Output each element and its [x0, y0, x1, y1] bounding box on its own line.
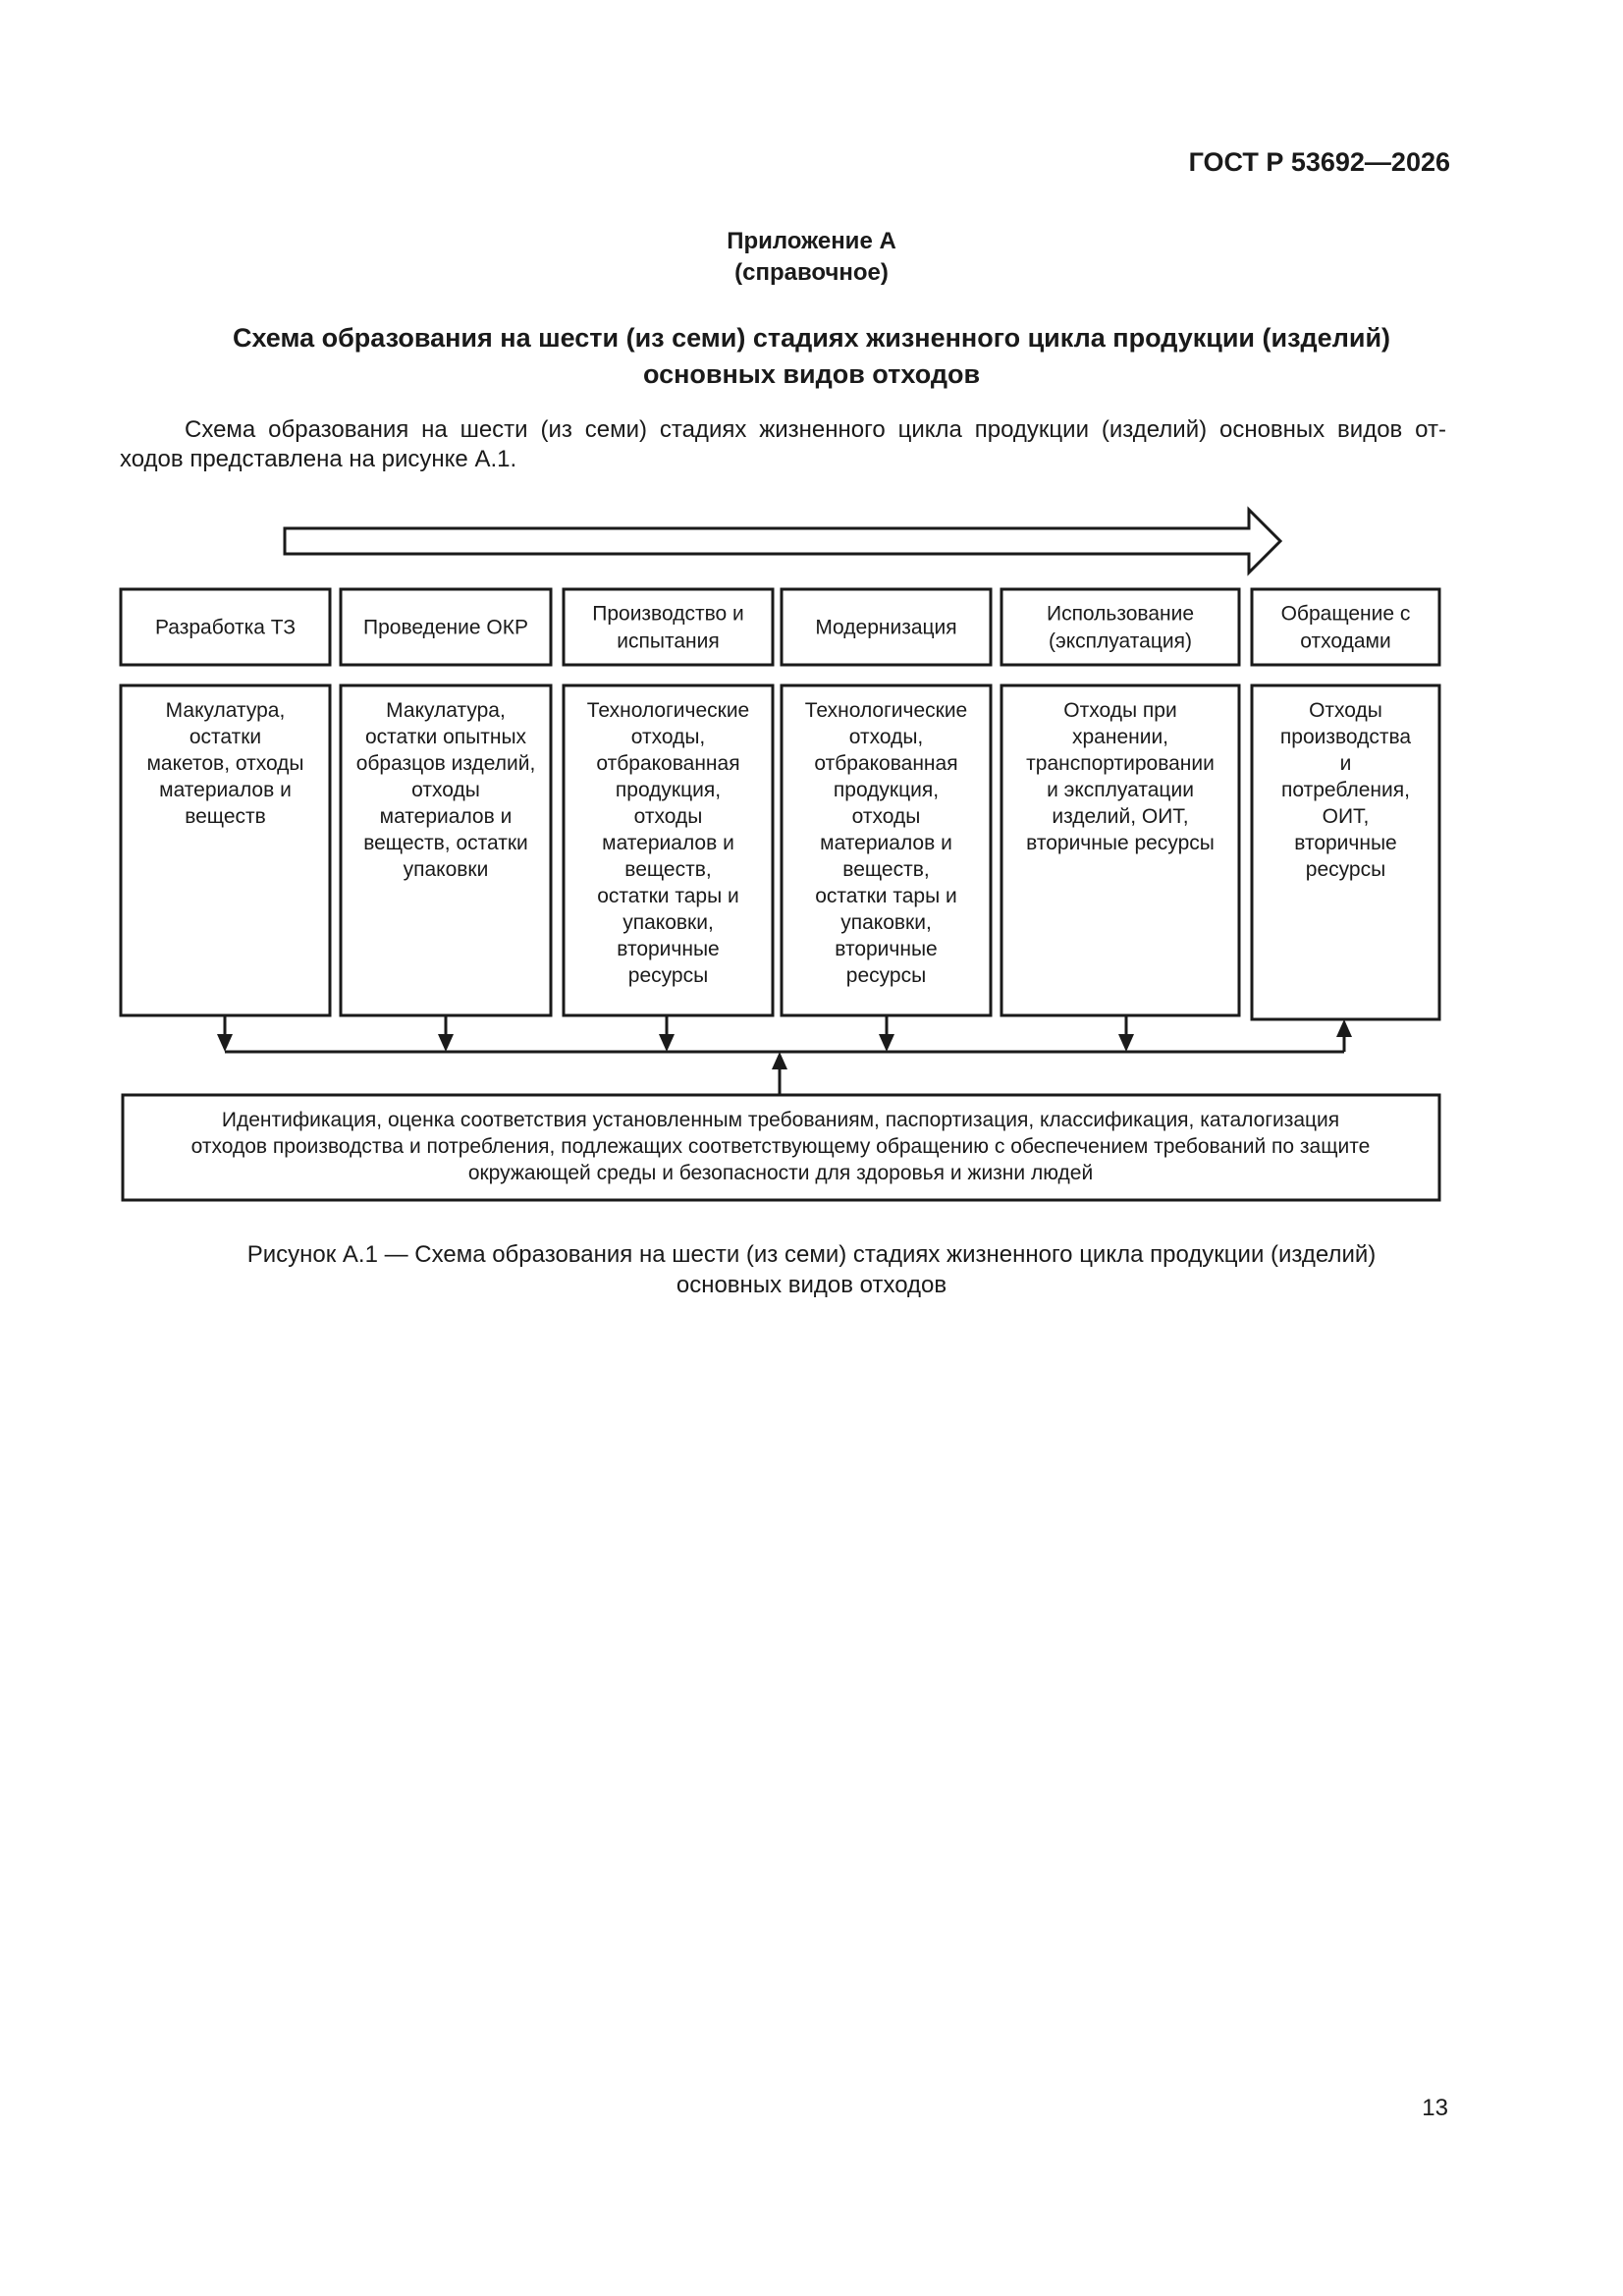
stage-waste-line: производства	[1279, 726, 1412, 748]
annex-type: (справочное)	[734, 259, 889, 286]
stage-waste-line: продукция,	[615, 779, 722, 801]
figure-caption	[0, 1239, 1623, 1300]
bottom-box-line: отходов производства и потребления, подлежащих соответствующему обращению с обеспечением требований по защите	[190, 1135, 1371, 1158]
stage-waste-line: вторичные	[617, 938, 720, 960]
stage-waste-line: веществ	[185, 805, 266, 828]
stage-waste-line: Технологические	[586, 699, 750, 722]
stage-title-box	[564, 589, 773, 665]
stage-waste-line: Отходы при	[1063, 699, 1177, 722]
stage-waste-line: вторичные ресурсы	[1026, 832, 1215, 854]
stage-waste-line: ресурсы	[627, 964, 709, 987]
stage-waste-line: макетов, отходы	[146, 752, 304, 775]
stage-title-line: Разработка ТЗ	[154, 616, 297, 639]
bottom-box-line: окружающей среды и безопасности для здоровья и жизни людей	[467, 1162, 1094, 1184]
stage-waste-line: остатки	[189, 726, 262, 748]
stage-title-box	[1252, 589, 1439, 665]
drop-arrows	[217, 1015, 1352, 1052]
intro-line-text: Схема образования на шести (из семи) стадиях жизненного цикла продукции (изделий) основных видов от-	[185, 416, 1446, 443]
down-arrowhead	[1118, 1034, 1134, 1052]
stage-waste-line: и	[1339, 752, 1352, 775]
stage-waste-line: Технологические	[804, 699, 968, 722]
stage-waste-line: Отходы	[1309, 699, 1382, 722]
stage-waste-line: отходы	[851, 805, 921, 828]
stage-waste-line: упаковки,	[622, 911, 714, 934]
heading-line: основных видов отходов	[642, 359, 981, 389]
stage-waste-line: отходы,	[848, 726, 924, 748]
stage-waste-line: потребления,	[1281, 779, 1410, 801]
stage-title-line: Проведение ОКР	[363, 616, 528, 639]
stage-waste-line: образцов изделий,	[355, 752, 536, 775]
stage-waste-line: вторичные	[1294, 832, 1397, 854]
stage-title-line: Использование	[1046, 602, 1195, 626]
stage-waste-line: изделий, ОИТ,	[1052, 805, 1189, 828]
stage-waste-line: материалов и	[159, 779, 292, 801]
stage-waste-line: остатки тары и	[815, 885, 957, 907]
direction-arrow	[285, 510, 1280, 573]
stage-waste-line: упаковки	[403, 858, 489, 881]
stage-title-box	[1001, 589, 1239, 665]
stage-waste-line: отходы	[633, 805, 703, 828]
stage-waste-line: и эксплуатации	[1047, 779, 1194, 801]
stage-waste-line: веществ,	[624, 858, 712, 881]
stage-waste-line: остатки опытных	[364, 726, 527, 748]
down-arrowhead	[217, 1034, 233, 1052]
down-arrowhead	[438, 1034, 454, 1052]
stage-title-line: Производство и	[592, 602, 744, 626]
stage-title-line: Модернизация	[815, 616, 957, 639]
stage-waste-line: хранении,	[1071, 726, 1169, 748]
document-id: ГОСТ Р 53692—2026	[1188, 147, 1450, 177]
stage-waste-line: веществ, остатки	[363, 832, 528, 854]
stage-waste-line: ресурсы	[845, 964, 927, 987]
stage-waste-line: веществ,	[842, 858, 930, 881]
stage-waste-line: отходы	[411, 779, 480, 801]
stage-waste-line: материалов и	[820, 832, 952, 854]
heading-line: Схема образования на шести (из семи) стадиях жизненного цикла продукции (изделий)	[232, 323, 1391, 353]
page-number: 13	[1422, 2095, 1448, 2121]
stage-waste-line: ресурсы	[1305, 858, 1386, 881]
stage-waste-line: ОИТ,	[1322, 805, 1370, 828]
stage-waste-line: упаковки,	[840, 911, 932, 934]
stage-title-line: (эксплуатация)	[1049, 629, 1192, 653]
stage-title-line: испытания	[617, 629, 720, 653]
stage-waste-line: отбракованная	[814, 752, 958, 775]
stage-waste-line: Макулатура,	[165, 699, 286, 722]
stage-title-line: Обращение с	[1280, 602, 1411, 626]
annex-title: Приложение А	[727, 228, 896, 254]
intro-line: ходов представлена на рисунке А.1.	[120, 446, 517, 472]
stage-waste-line: транспортировании	[1026, 752, 1215, 775]
up-arrowhead	[772, 1052, 787, 1069]
stage-waste-line: отбракованная	[596, 752, 740, 775]
stage-waste-line: продукция,	[833, 779, 940, 801]
stage-group	[121, 589, 1439, 1019]
stage-waste-line: материалов и	[379, 805, 513, 828]
caption-line: Рисунок А.1 — Схема образования на шести (из семи) стадиях жизненного цикла продукции (изделий)	[246, 1241, 1377, 1268]
stage-waste-line: материалов и	[602, 832, 734, 854]
down-arrowhead	[659, 1034, 675, 1052]
stage-waste-line: отходы,	[630, 726, 706, 748]
stage-waste-line: вторичные	[835, 938, 938, 960]
stage-waste-line: Макулатура,	[386, 699, 506, 722]
stage-title-line: отходами	[1300, 629, 1391, 653]
caption-line: основных видов отходов	[676, 1272, 947, 1298]
bottom-box-line: Идентификация, оценка соответствия установленным требованиям, паспортизация, классификация, каталогизация	[221, 1109, 1340, 1131]
up-arrowhead	[1336, 1019, 1352, 1037]
down-arrowhead	[879, 1034, 894, 1052]
stage-waste-line: остатки тары и	[597, 885, 739, 907]
